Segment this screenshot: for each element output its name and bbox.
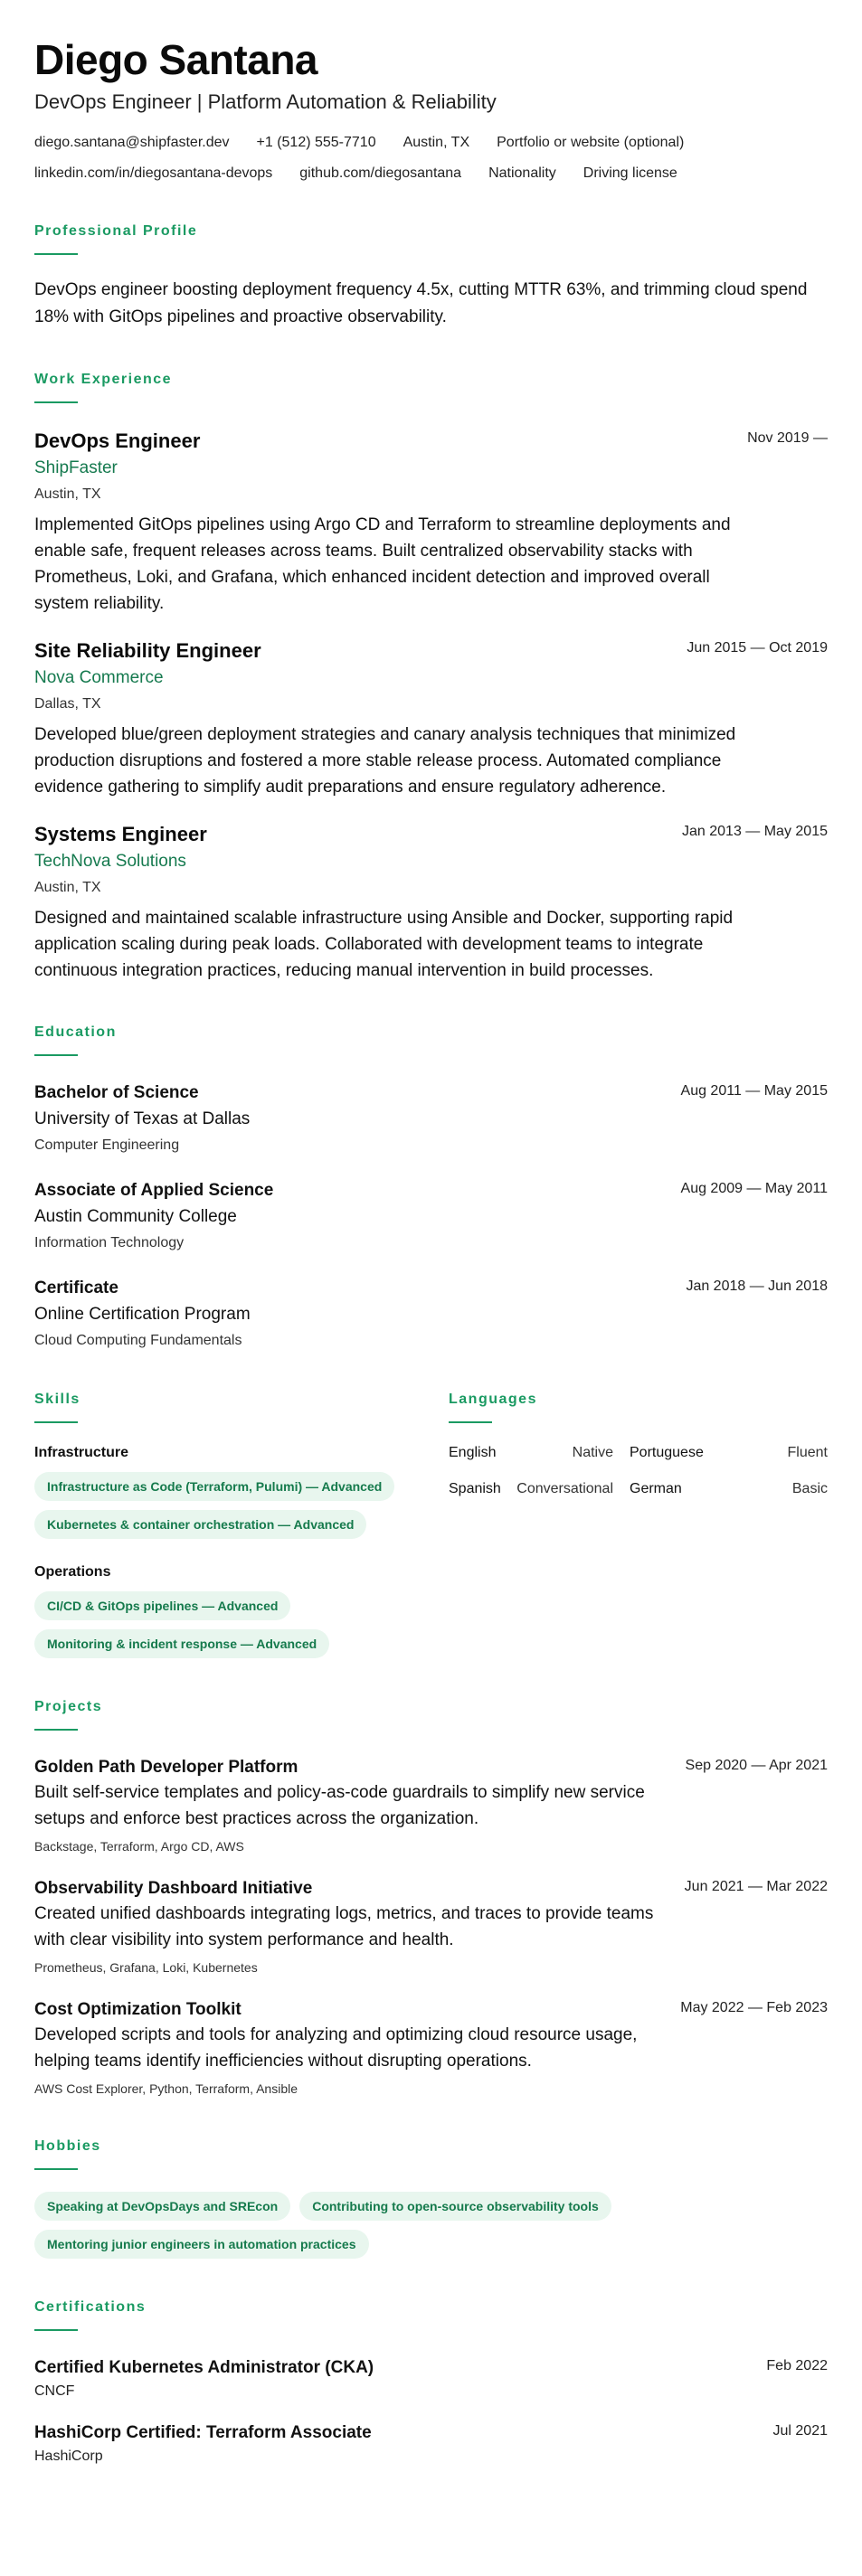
language-level: Conversational: [516, 1481, 613, 1496]
section-divider: [34, 2168, 78, 2170]
resume-header: [34, 34, 828, 183]
section-divider: [34, 1729, 78, 1731]
language-name: English: [449, 1445, 497, 1460]
certification-issuer: HashiCorp: [34, 2449, 103, 2464]
skill-group: [34, 1443, 449, 1539]
education-field: Cloud Computing Fundamentals: [34, 1333, 242, 1348]
section-title: Hobbies: [34, 2138, 101, 2154]
section-title: Projects: [34, 1699, 103, 1714]
certification-entry: [34, 2421, 828, 2467]
certification-issuer: CNCF: [34, 2383, 75, 2399]
section-title: Languages: [449, 1392, 537, 1407]
education-entry: [34, 1179, 828, 1253]
project-name: Observability Dashboard Initiative: [34, 1879, 313, 1898]
skills-section: [34, 1391, 449, 1658]
education-school: Online Certification Program: [34, 1305, 251, 1324]
project-dates: May 2022 — Feb 2023: [680, 2000, 828, 2015]
language-item: [449, 1443, 630, 1463]
language-item: [449, 1479, 630, 1499]
education-entry: [34, 1277, 828, 1351]
project-entry: [34, 1756, 828, 1855]
job-company: Nova Commerce: [34, 668, 164, 687]
job-dates: Jan 2013 — May 2015: [682, 824, 828, 839]
education-field: Computer Engineering: [34, 1137, 180, 1153]
certification-name: Certified Kubernetes Administrator (CKA): [34, 2358, 374, 2377]
skill-tag: Infrastructure as Code (Terraform, Pulumi) — Advanced: [34, 1472, 394, 1501]
certification-date: Feb 2022: [766, 2358, 828, 2373]
education-school: University of Texas at Dallas: [34, 1109, 251, 1128]
project-description: Developed scripts and tools for analyzing and optimizing cloud resource usage, helping teams identify inefficiencies without disrupting operations.: [34, 2025, 638, 2071]
contact-email[interactable]: diego.santana@shipfaster.dev: [34, 135, 230, 150]
job-location: Austin, TX: [34, 880, 101, 895]
education-section: [34, 1024, 828, 1351]
skill-tag: Kubernetes & container orchestration — Advanced: [34, 1510, 366, 1539]
language-item: [630, 1443, 828, 1463]
experience-entry: [34, 822, 828, 984]
language-name: Spanish: [449, 1481, 501, 1496]
skills-languages-row: [34, 1391, 828, 1658]
job-title: DevOps Engineer: [34, 429, 201, 452]
job-description: Implemented GitOps pipelines using Argo CD and Terraform to streamline deployments and enable safe, frequent releases across teams. Built centralized observability stacks with Prometheus, Loki, and Grafana, which enhanced incident detection and improved overall system reliability.: [34, 515, 731, 613]
job-description: Developed blue/green deployment strategies and canary analysis techniques that minimized production disruptions and fostered a more stable release process. Automated compliance evidence gathering to simplify audit preparations and ensure regulatory adherence.: [34, 725, 736, 797]
skill-group-title: Infrastructure: [34, 1445, 129, 1460]
project-description: Created unified dashboards integrating logs, metrics, and traces to provide teams with clear visibility into system performance and health.: [34, 1904, 654, 1949]
language-level: Fluent: [787, 1445, 828, 1460]
education-dates: Jan 2018 — Jun 2018: [686, 1279, 828, 1294]
certifications-section: [34, 2298, 828, 2467]
contact-row-1: [34, 134, 828, 152]
section-divider: [34, 1421, 78, 1423]
project-name: Golden Path Developer Platform: [34, 1758, 298, 1777]
project-tech: AWS Cost Explorer, Python, Terraform, Ansible: [34, 2081, 298, 2096]
section-divider: [34, 253, 78, 255]
project-entry: [34, 1998, 828, 2098]
education-school: Austin Community College: [34, 1207, 237, 1226]
job-company: ShipFaster: [34, 458, 118, 477]
education-field: Information Technology: [34, 1235, 185, 1250]
section-divider: [34, 401, 78, 403]
job-description: Designed and maintained scalable infrastructure using Ansible and Docker, supporting rapid application scaling during peak loads. Collaborated with development teams to integrate continuous integration practices, reducing manual intervention in build processes.: [34, 909, 734, 980]
contact-row-2: [34, 165, 828, 183]
project-description: Built self-service templates and policy-as-code guardrails to simplify new service setups and enforce best practices across the organization.: [34, 1783, 645, 1828]
education-degree: Certificate: [34, 1279, 118, 1297]
experience-entry: [34, 429, 828, 617]
certification-name: HashiCorp Certified: Terraform Associate: [34, 2423, 372, 2442]
job-location: Dallas, TX: [34, 696, 101, 712]
project-name: Cost Optimization Toolkit: [34, 2000, 242, 2019]
project-entry: [34, 1877, 828, 1977]
language-item: [630, 1479, 828, 1499]
job-company: TechNova Solutions: [34, 852, 186, 871]
job-location: Austin, TX: [34, 486, 101, 502]
projects-section: [34, 1698, 828, 2098]
section-title: Skills: [34, 1392, 81, 1407]
skill-tag: CI/CD & GitOps pipelines — Advanced: [34, 1591, 290, 1620]
project-tech: Backstage, Terraform, Argo CD, AWS: [34, 1839, 244, 1854]
section-divider: [34, 2329, 78, 2331]
section-title: Certifications: [34, 2299, 147, 2315]
section-divider: [34, 1054, 78, 1056]
education-dates: Aug 2011 — May 2015: [680, 1083, 828, 1099]
hobby-tag: Contributing to open-source observability tools: [299, 2192, 611, 2221]
education-degree: Bachelor of Science: [34, 1083, 199, 1102]
experience-section: [34, 371, 828, 984]
project-dates: Jun 2021 — Mar 2022: [684, 1879, 828, 1894]
education-dates: Aug 2009 — May 2011: [680, 1181, 828, 1196]
language-name: German: [630, 1481, 682, 1496]
contact-location: Austin, TX: [403, 135, 470, 150]
section-title: Education: [34, 1024, 117, 1040]
contact-driving-license: Driving license: [583, 165, 677, 181]
skill-group-title: Operations: [34, 1564, 111, 1580]
languages-section: [449, 1391, 828, 1658]
language-level: Native: [572, 1445, 613, 1460]
experience-entry: [34, 638, 828, 800]
section-divider: [449, 1421, 492, 1423]
job-title: Site Reliability Engineer: [34, 639, 261, 662]
contact-linkedin[interactable]: linkedin.com/in/diegosantana-devops: [34, 165, 273, 181]
education-entry: [34, 1081, 828, 1156]
language-level: Basic: [791, 1481, 828, 1496]
candidate-headline: DevOps Engineer | Platform Automation & Reliability: [34, 90, 497, 113]
job-dates: Nov 2019 —: [747, 430, 828, 446]
job-title: Systems Engineer: [34, 823, 207, 845]
contact-portfolio[interactable]: Portfolio or website (optional): [497, 135, 685, 150]
education-degree: Associate of Applied Science: [34, 1181, 274, 1200]
contact-github[interactable]: github.com/diegosantana: [299, 165, 462, 181]
profile-section: [34, 222, 828, 331]
contact-nationality: Nationality: [488, 165, 556, 181]
project-tech: Prometheus, Grafana, Loki, Kubernetes: [34, 1960, 258, 1975]
job-dates: Jun 2015 — Oct 2019: [687, 640, 828, 656]
project-dates: Sep 2020 — Apr 2021: [685, 1758, 828, 1773]
skill-group: [34, 1562, 449, 1658]
section-title: Work Experience: [34, 372, 173, 387]
hobbies-section: [34, 2137, 828, 2259]
certification-entry: [34, 2356, 828, 2401]
candidate-name: Diego Santana: [34, 36, 318, 83]
language-name: Portuguese: [630, 1445, 704, 1460]
contact-phone[interactable]: +1 (512) 555-7710: [256, 135, 376, 150]
hobby-tag: Mentoring junior engineers in automation practices: [34, 2230, 369, 2259]
section-title: Professional Profile: [34, 223, 198, 239]
hobby-tag: Speaking at DevOpsDays and SREcon: [34, 2192, 290, 2221]
profile-summary: DevOps engineer boosting deployment frequency 4.5x, cutting MTTR 63%, and trimming cloud spend 18% with GitOps pipelines and proactive observability.: [34, 280, 808, 326]
certification-date: Jul 2021: [772, 2423, 828, 2439]
skill-tag: Monitoring & incident response — Advanced: [34, 1629, 329, 1658]
